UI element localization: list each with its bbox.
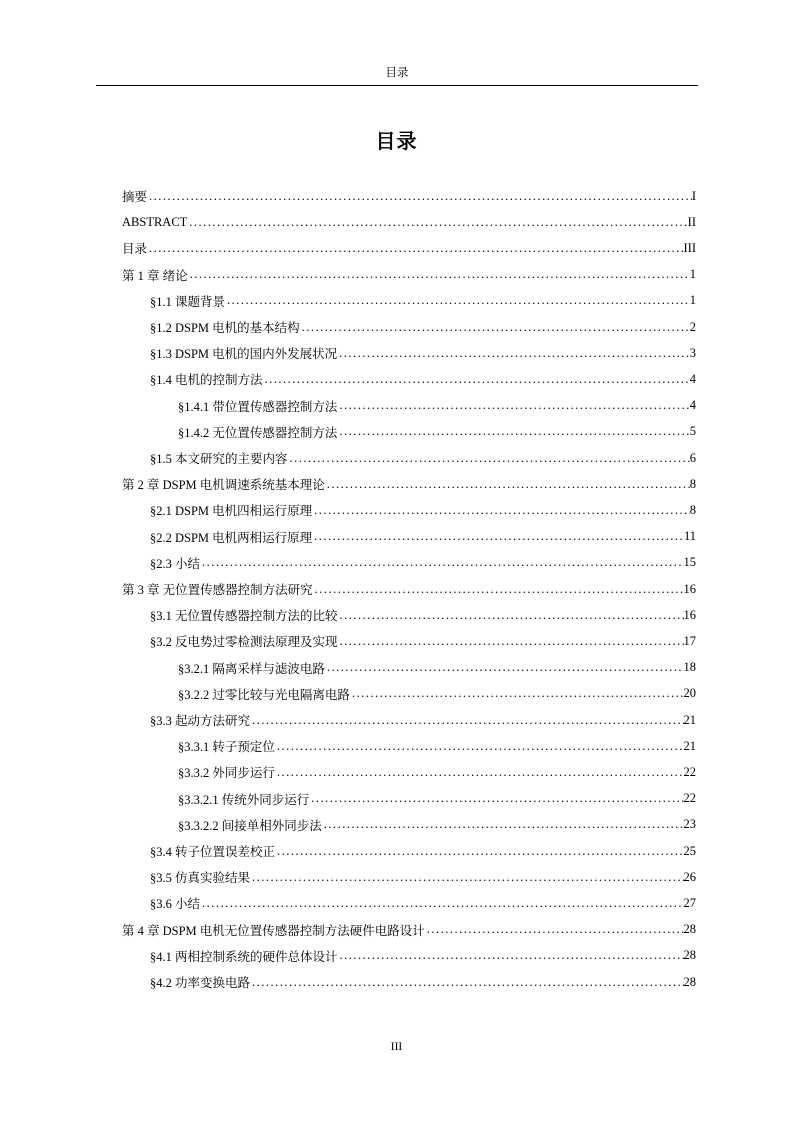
toc-entry[interactable]	[178, 812, 696, 838]
toc-entry-label: §1.5 本文研究的主要内容	[150, 452, 288, 467]
toc-entry-page: 1	[689, 267, 696, 282]
toc-entry-label: §3.4 转子位置误差校正	[150, 845, 276, 860]
header-text: 目录	[385, 67, 409, 79]
toc-entry-label: §3.6 小结	[150, 897, 201, 912]
toc-entry[interactable]	[150, 314, 696, 340]
toc-entry[interactable]	[150, 969, 696, 995]
toc-entry-page: 18	[683, 660, 696, 675]
toc-entry-label: §3.3.2.2 间接单相外同步法	[178, 818, 322, 833]
toc-entry-page: 16	[683, 581, 696, 596]
toc-entry-page: 1	[689, 293, 696, 308]
toc-entry[interactable]	[150, 943, 696, 969]
toc-dot-leader	[275, 844, 683, 859]
page-title: 目录	[375, 131, 418, 153]
toc-entry-page: II	[687, 214, 696, 229]
toc-entry-label: §1.4.1 带位置传感器控制方法	[178, 399, 338, 414]
toc-entry[interactable]	[150, 550, 696, 576]
toc-dot-leader	[250, 713, 683, 728]
toc-dot-leader	[337, 424, 689, 439]
toc-entry[interactable]	[178, 786, 696, 812]
toc-entry-page: 28	[683, 974, 696, 989]
toc-entry-page: 20	[683, 686, 696, 701]
toc-entry[interactable]	[122, 576, 696, 602]
toc-entry[interactable]	[150, 864, 696, 890]
toc-entry[interactable]	[150, 890, 696, 916]
toc-entry-label: §3.5 仿真实验结果	[150, 871, 251, 886]
toc-entry-page: 27	[683, 895, 696, 910]
toc-dot-leader	[288, 451, 690, 466]
toc-entry-page: 5	[689, 424, 696, 439]
toc-entry-label: §3.2 反电势过零检测法原理及实现	[150, 635, 338, 650]
toc-entry-page: 8	[689, 476, 696, 491]
toc-dot-leader	[313, 582, 684, 597]
toc-entry[interactable]	[150, 524, 696, 550]
toc-dot-leader	[325, 477, 690, 492]
toc-entry[interactable]	[150, 838, 696, 864]
toc-entry[interactable]	[122, 183, 696, 209]
toc-dot-leader	[337, 398, 689, 413]
toc-entry[interactable]	[150, 628, 696, 654]
toc-dot-leader	[300, 320, 690, 335]
toc-entry-label: 第 4 章 DSPM 电机无位置传感器控制方法硬件电路设计	[122, 923, 425, 938]
toc-dot-leader	[309, 791, 683, 806]
toc-entry[interactable]	[122, 235, 696, 261]
toc-entry-page: 6	[689, 450, 696, 465]
toc-dot-leader	[338, 948, 684, 963]
toc-dot-leader	[325, 660, 684, 675]
toc-entry-label: §3.1 无位置传感器控制方法的比较	[150, 609, 338, 624]
toc-entry-label: ABSTRACT	[122, 214, 188, 229]
page-footer	[0, 1041, 793, 1053]
toc-entry-label: §3.2.1 隔离采样与滤波电路	[178, 661, 325, 676]
toc-entry-page: 8	[689, 502, 696, 517]
toc-entry-page: 26	[683, 869, 696, 884]
toc-entry[interactable]	[150, 340, 696, 366]
toc-dot-leader	[312, 529, 684, 544]
toc-entry[interactable]	[122, 917, 696, 943]
toc-dot-leader	[275, 739, 684, 754]
toc-dot-leader	[312, 503, 690, 518]
toc-entry-page: 15	[683, 555, 696, 570]
toc-entry-page: 3	[689, 345, 696, 360]
toc-entry-label: §2.1 DSPM 电机四相运行原理	[150, 504, 313, 519]
toc-entry-label: §3.3.2 外同步运行	[178, 766, 275, 781]
toc-dot-leader	[322, 817, 684, 832]
toc-dot-leader	[200, 555, 683, 570]
toc-entry-label: 第 3 章 无位置传感器控制方法研究	[122, 583, 313, 598]
toc-dot-leader	[350, 686, 684, 701]
toc-entry-page: 16	[683, 607, 696, 622]
toc-entry[interactable]	[150, 497, 696, 523]
toc-dot-leader	[275, 765, 684, 780]
toc-entry-page: III	[683, 240, 696, 255]
toc-entry-label: §1.4.2 无位置传感器控制方法	[178, 425, 338, 440]
toc-entry[interactable]	[150, 602, 696, 628]
toc-entry-page: 25	[683, 843, 696, 858]
toc-entry-label: §1.3 DSPM 电机的国内外发展状况	[150, 347, 338, 362]
toc-dot-leader	[225, 293, 690, 308]
toc-entry[interactable]	[178, 681, 696, 707]
toc-entry[interactable]	[178, 419, 696, 445]
toc-dot-leader	[250, 975, 683, 990]
toc-entry-label: §1.2 DSPM 电机的基本结构	[150, 321, 300, 336]
toc-dot-leader	[338, 634, 684, 649]
page-header	[96, 64, 698, 86]
toc-entry[interactable]	[178, 655, 696, 681]
toc-entry[interactable]	[150, 445, 696, 471]
toc-entry-page: 21	[683, 712, 696, 727]
toc-entry-label: §3.2.2 过零比较与光电隔离电路	[178, 687, 350, 702]
toc-entry-label: §4.1 两相控制系统的硬件总体设计	[150, 949, 338, 964]
toc-entry-label: 目录	[122, 242, 148, 257]
toc-entry-page: I	[691, 188, 696, 203]
toc-entry-page: 11	[683, 529, 696, 544]
toc-entry[interactable]	[150, 366, 696, 392]
toc-entry[interactable]	[150, 707, 696, 733]
toc-entry-label: §3.3 起动方法研究	[150, 714, 251, 729]
toc-entry[interactable]	[122, 471, 696, 497]
toc-entry-page: 2	[689, 319, 696, 334]
toc-entry[interactable]	[178, 759, 696, 785]
toc-entry-label: §2.2 DSPM 电机两相运行原理	[150, 530, 313, 545]
toc-entry-label: 第 2 章 DSPM 电机调速系统基本理论	[122, 478, 325, 493]
toc-entry-page: 4	[689, 371, 696, 386]
toc-entry[interactable]	[178, 393, 696, 419]
toc-entry[interactable]	[122, 209, 696, 235]
toc-entry-page: 23	[683, 817, 696, 832]
toc-entry-page: 28	[683, 948, 696, 963]
toc-entry[interactable]	[178, 733, 696, 759]
toc-entry-page: 28	[683, 922, 696, 937]
toc-entry-label: §3.3.1 转子预定位	[178, 740, 275, 755]
toc-dot-leader	[187, 215, 687, 230]
toc-entry-label: 摘要	[122, 190, 148, 205]
toc-dot-leader	[188, 267, 690, 282]
toc-entry-label: §2.3 小结	[150, 556, 201, 571]
toc-dot-leader	[200, 896, 683, 911]
toc-entry-page: 17	[683, 633, 696, 648]
toc-dot-leader	[425, 922, 684, 937]
toc-dot-leader	[147, 189, 692, 204]
toc-entry[interactable]	[122, 262, 696, 288]
toc-dot-leader	[147, 241, 683, 256]
toc-entry[interactable]	[150, 288, 696, 314]
toc-dot-leader	[338, 608, 684, 623]
toc-dot-leader	[337, 346, 690, 361]
toc-entry-label: §3.3.2.1 传统外同步运行	[178, 792, 310, 807]
toc-entry-label: §4.2 功率变换电路	[150, 976, 251, 991]
toc-entry-label: §1.1 课题背景	[150, 294, 226, 309]
toc-dot-leader	[263, 372, 690, 387]
toc-entry-page: 21	[683, 738, 696, 753]
toc-entry-page: 22	[683, 791, 696, 806]
toc-entry-page: 4	[689, 398, 696, 413]
toc-entry-label: §1.4 电机的控制方法	[150, 373, 263, 388]
toc-entry-label: 第 1 章 绪论	[122, 268, 188, 283]
toc-dot-leader	[250, 870, 683, 885]
page-number: III	[390, 1041, 403, 1053]
toc-entry-page: 22	[683, 764, 696, 779]
